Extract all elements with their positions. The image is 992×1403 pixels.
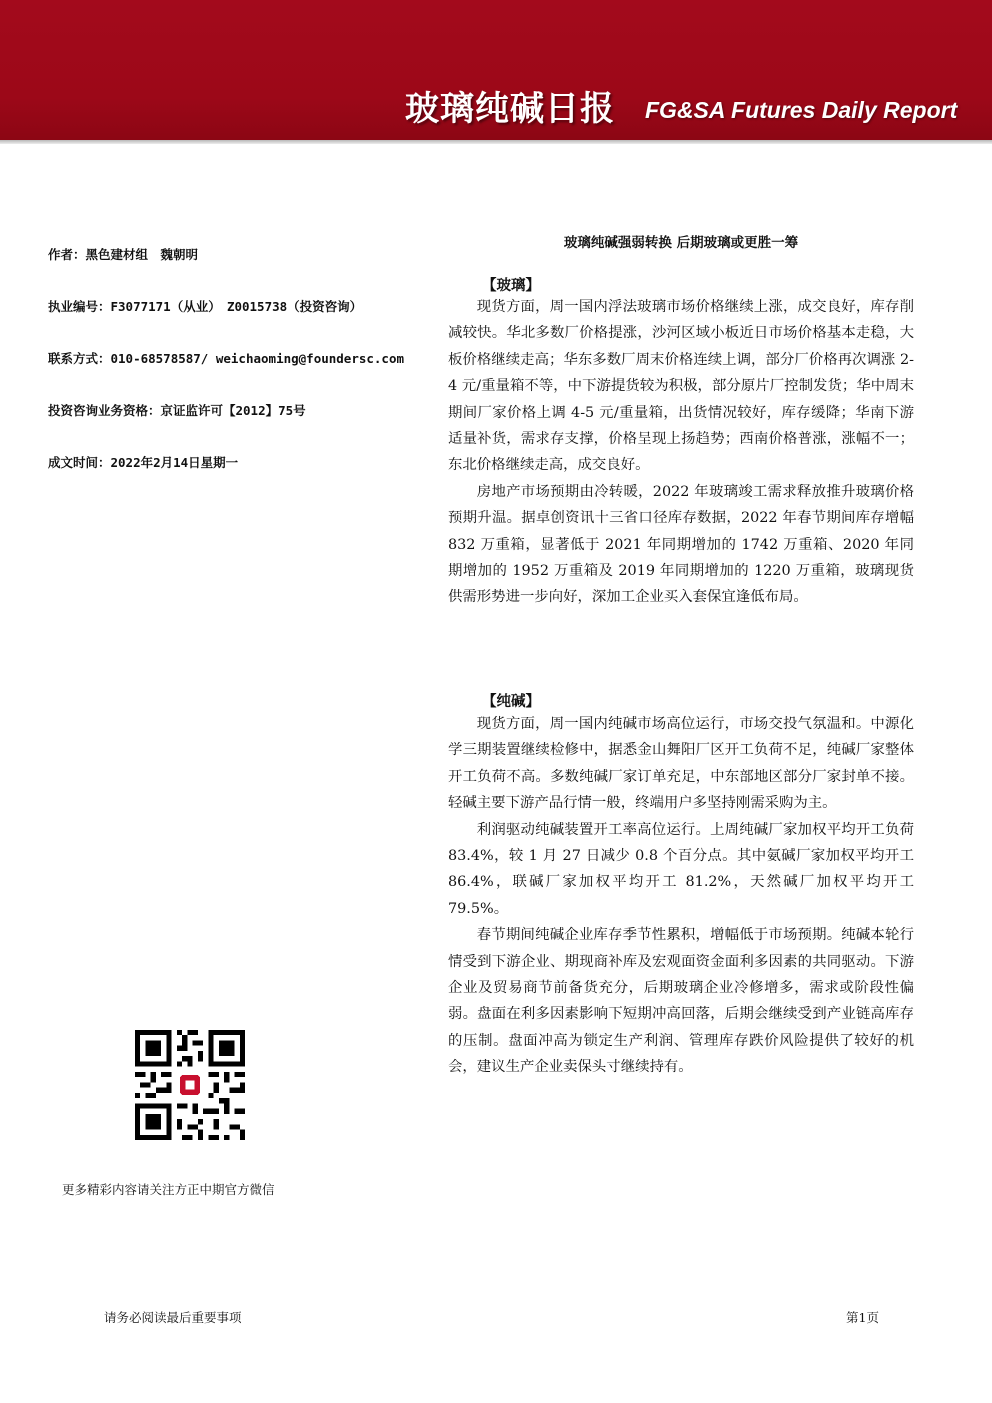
license-number: 执业编号：F3077171（从业） Z0015738（投资咨询） — [48, 299, 363, 314]
page-number: 第1页 — [846, 1310, 879, 1325]
paragraph: 现货方面，周一国内浮法玻璃市场价格继续上涨，成交良好，库存削减较快。华北多数厂价格提涨，沙河区域小板近日市场价格基本走稳，大板价格继续走高；华东多数厂周末价格连续上调，部分厂价格再次调涨 2-4 元/重量箱不等，中下游提货较为积极，部分原片厂控制发货；华中周末期间厂家价格上调 4-5 元/重量箱，出货情况较好，库存缓降；华南下游适量补货，需求存支撑，价格呈现上扬趋势；西南价格普涨，涨幅不一；东北价格继续走高，成交良好。 — [448, 299, 914, 474]
report-title-en: FG&SA Futures Daily Report — [645, 97, 958, 123]
section-body-glass — [448, 294, 914, 611]
report-title-cn: 玻璃纯碱日报 — [405, 89, 615, 129]
qualification-info: 投资咨询业务资格：京证监许可【2012】75号 — [48, 403, 306, 418]
header-shadow — [0, 140, 992, 144]
author-info: 作者：黑色建材组 魏朝明 — [48, 247, 199, 262]
section-body-soda-ash — [448, 711, 914, 1081]
paragraph: 现货方面，周一国内纯碱市场高位运行，市场交投气氛温和。中源化学三期装置继续检修中，据悉金山舞阳厂区开工负荷不足，纯碱厂家整体开工负荷不高。多数纯碱厂家订单充足，中东部地区部分厂家封单不接。轻碱主要下游产品行情一般，终端用户多坚持刚需采购为主。 — [448, 716, 914, 812]
contact-info: 联系方式：010-68578587/ weichaoming@foundersc.com — [48, 351, 404, 366]
section-heading-soda-ash: 【纯碱】 — [482, 694, 540, 710]
footer-notice: 请务必阅读最后重要事项 — [104, 1310, 242, 1325]
paragraph: 房地产市场预期由冷转暖，2022 年玻璃竣工需求释放推升玻璃价格预期升温。据卓创资讯十三省口径库存数据，2022 年春节期间库存增幅 832 万重箱，显著低于 2021 年同期增加的 1742 万重箱、2020 年同期增加的 1952 万重箱及 2019 年同期增加的 1220 万重箱，玻璃现货供需形势进一步向好，深加工企业买入套保宜逢低布局。 — [448, 483, 914, 606]
paragraph: 利润驱动纯碱装置开工率高位运行。上周纯碱厂家加权平均开工负荷 83.4%，较 1 月 27 日减少 0.8 个百分点。其中氨碱厂家加权平均开工 86.4%，联碱厂家加权平均开工 81.2%，天然碱厂加权平均开工 79.5%。 — [448, 821, 914, 917]
section-heading-glass: 【玻璃】 — [482, 278, 540, 294]
qr-caption: 更多精彩内容请关注方正中期官方微信 — [62, 1182, 275, 1197]
paragraph: 春节期间纯碱企业库存季节性累积，增幅低于市场预期。纯碱本轮行情受到下游企业、期现商补库及宏观面资金面利多因素的共同驱动。下游企业及贸易商节前备货充分，后期玻璃企业冷修增多，需求或阶段性偏弱。盘面在利多因素影响下短期冲高回落，后期会继续受到产业链高库存的压制。盘面冲高为锁定生产利润、管理库存跌价风险提供了较好的机会，建议生产企业卖保头寸继续持有。 — [448, 927, 914, 1076]
article-title: 玻璃纯碱强弱转换 后期玻璃或更胜一筹 — [563, 235, 799, 251]
wechat-qr-code-icon — [135, 1030, 245, 1140]
publish-date: 成文时间：2022年2月14日星期一 — [48, 455, 239, 470]
